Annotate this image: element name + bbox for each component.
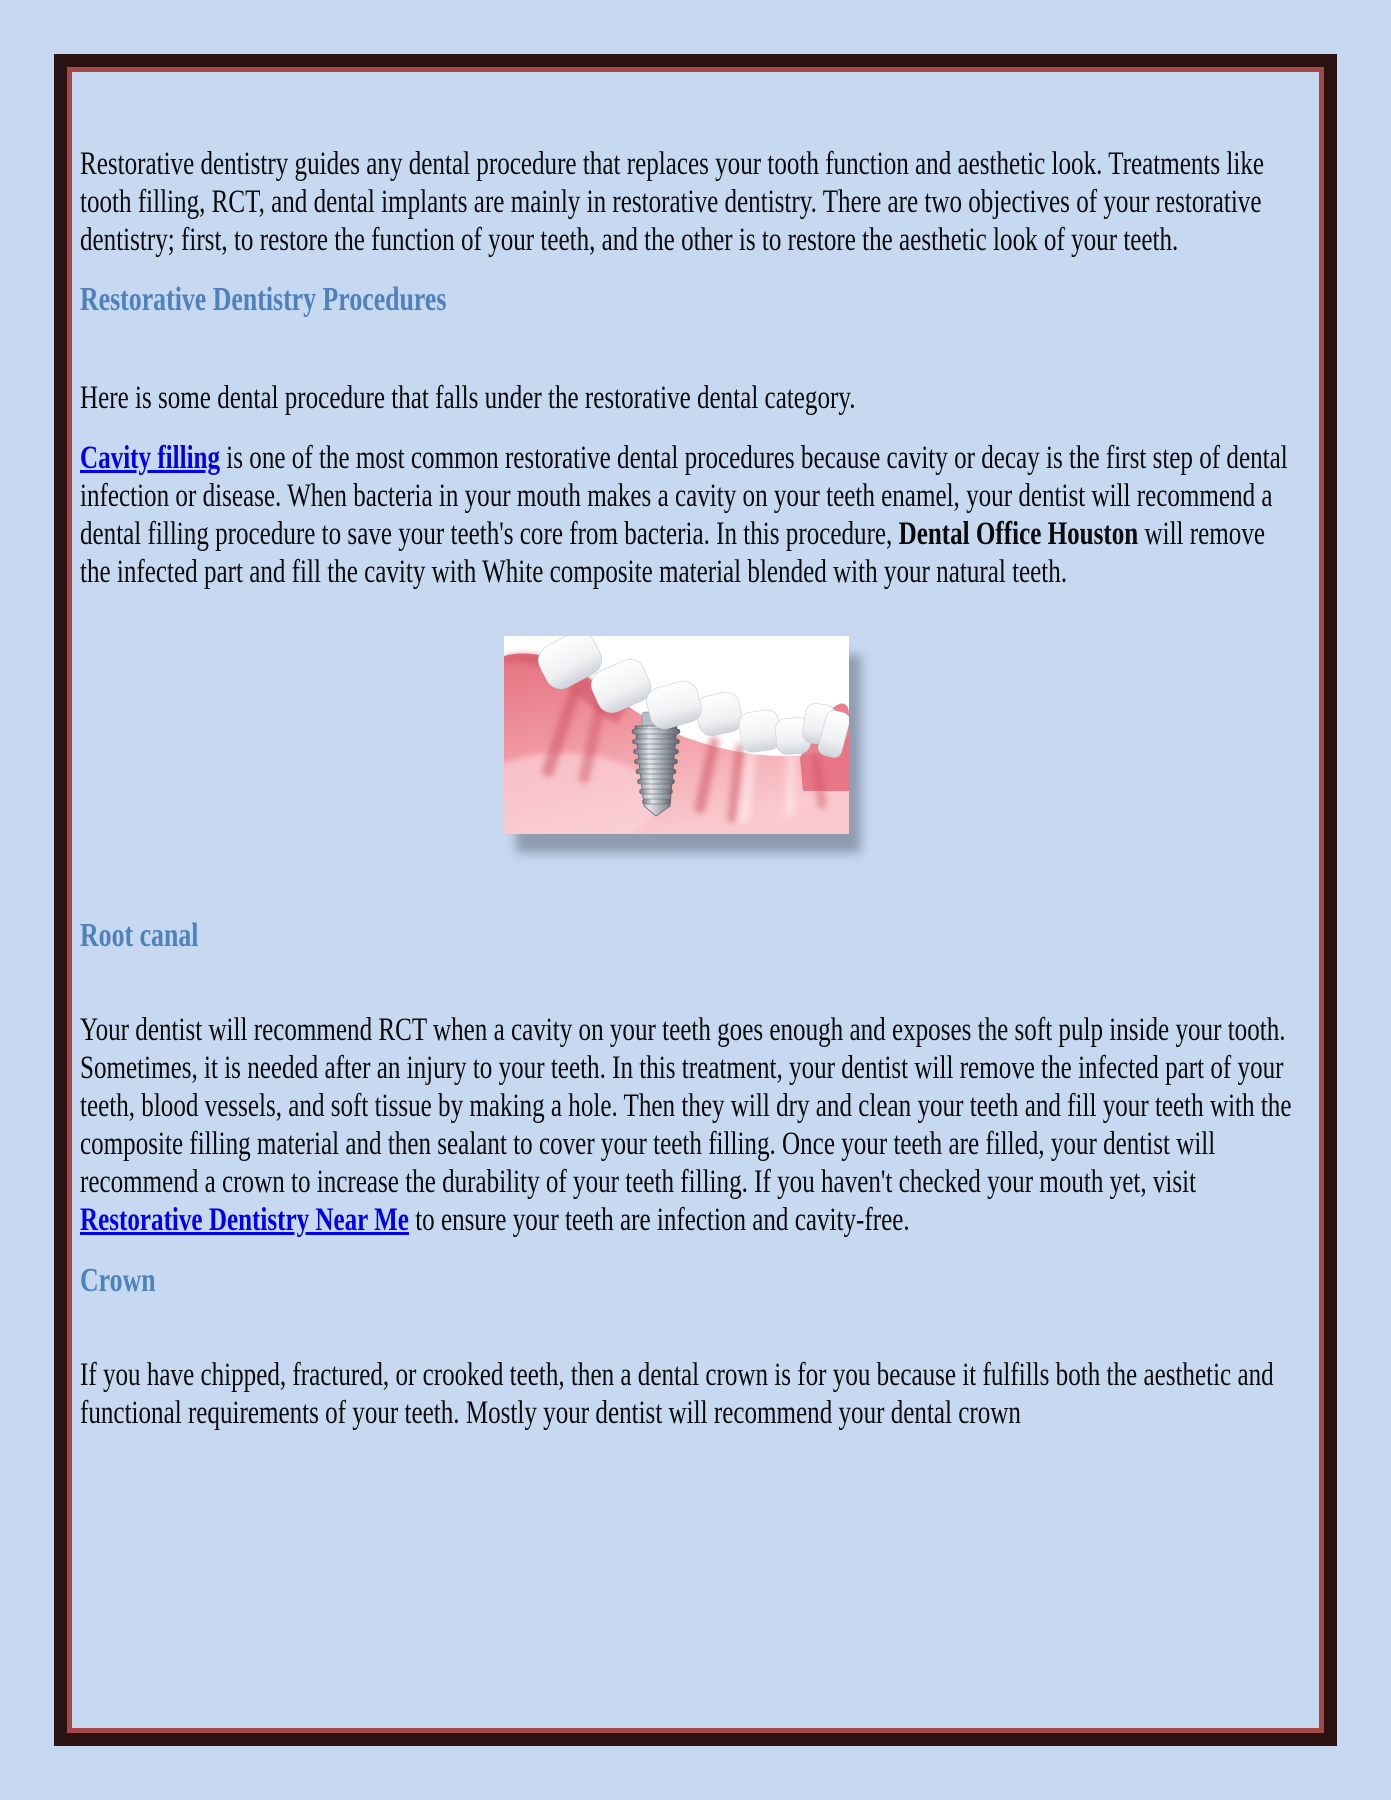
cavity-filling-link[interactable]: Cavity filling [80,440,221,476]
crown-paragraph-wrap [80,1356,1296,1432]
root-canal-text-1: Your dentist will recommend RCT when a cavity on your teeth goes enough and exposes the soft pulp inside your tooth. Sometimes, it is needed after an injury to your teeth. In this treatment, your dentist will remove the infected part of your teeth, blood vessels, and soft tissue by making a hole. Then they will dry and clean your teeth and fill your teeth with the composite filling material and then sealant to cover your teeth filling. Once your teeth are filled, your dentist will recommend a crown to increase the durability of your teeth filling. If you haven't checked your mouth yet, visit [80,1012,1292,1200]
root-canal-heading-wrap [80,915,1296,957]
root-canal-paragraph-wrap [80,1011,1296,1239]
root-canal-text-2: to ensure your teeth are infection and cavity-free. [408,1202,910,1238]
crown-paragraph: If you have chipped, fractured, or crooked teeth, then a dental crown is for you because it fulfills both the aesthetic and functional requirements of your teeth. Mostly your dentist will recommend your dental crown [80,1357,1274,1431]
cavity-paragraph-text-2: will remove the infected part and fill the cavity with White composite material blended with your natural teeth. [80,516,1266,590]
document-frame [54,54,1337,1746]
document-frame-inner [67,67,1324,1733]
document-content [72,72,1319,1728]
root-canal-paragraph [80,1011,1296,1239]
procedures-intro-wrap [80,379,1296,417]
cavity-filling-paragraph [80,439,1296,591]
cavity-paragraph-wrap [80,439,1296,591]
cavity-paragraph-text-1: is one of the most common restorative dental procedures because cavity or decay is the first step of dental infection or disease. When bacteria in your mouth makes a cavity on your teeth enamel, your dentist will recommend a dental filling procedure to save your teeth's core from bacteria. In this procedure, [80,440,1288,552]
procedures-heading: Restorative Dentistry Procedures [80,281,447,318]
dental-implant-image [504,636,849,834]
restorative-dentistry-near-me-link[interactable]: Restorative Dentistry Near Me [80,1202,409,1238]
crown-heading: Crown [80,1262,156,1299]
dental-implant-illustration [504,636,849,834]
crown-heading-wrap [80,1260,1296,1302]
intro-paragraph-wrap [80,145,1296,259]
intro-paragraph: Restorative dentistry guides any dental procedure that replaces your tooth function and aesthetic look. Treatments like tooth filling, RCT, and dental implants are mainly in restorative dentistry. There are two objectives of your restorative dentistry; first, to restore the function of your teeth, and the other is to restore the aesthetic look of your teeth. [80,146,1265,258]
procedures-intro-paragraph: Here is some dental procedure that falls under the restorative dental category. [80,380,856,416]
procedures-heading-wrap [80,279,1296,321]
dental-office-houston-bold: Dental Office Houston [898,516,1139,552]
root-canal-heading: Root canal [80,917,199,954]
